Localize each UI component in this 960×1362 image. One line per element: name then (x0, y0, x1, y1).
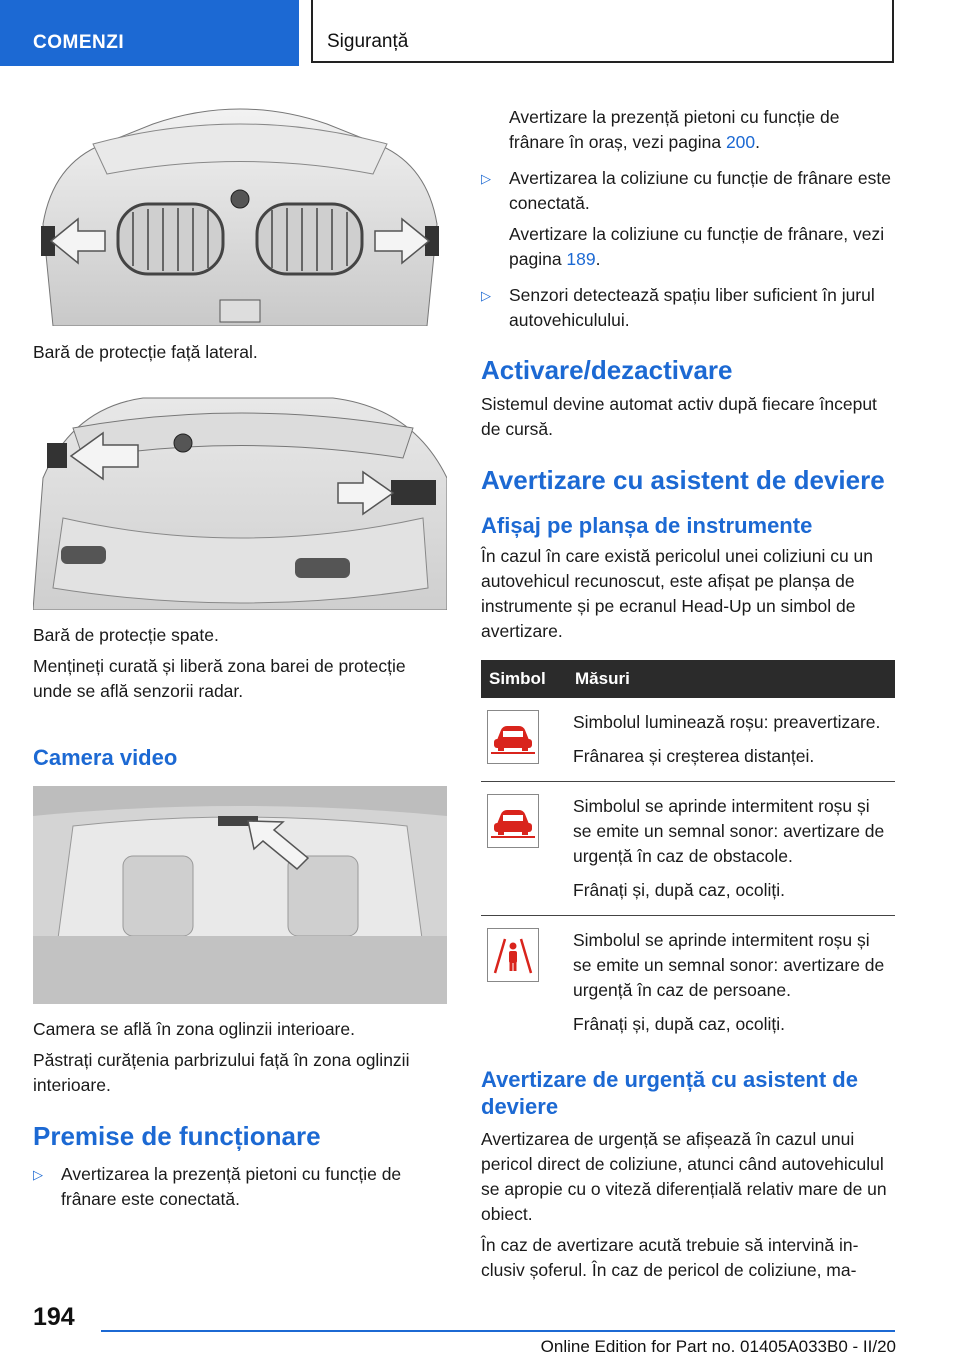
table-row (481, 916, 895, 1050)
table-row (481, 698, 895, 782)
activation-text: Sistemul devine automat activ după fiecare început de cursă. (481, 394, 877, 439)
table-row (481, 782, 895, 916)
premise-bullet-2: ▷ Avertizarea la coliziune cu funcție de frânare este conectată. (481, 168, 891, 213)
camera-note: Păstrați curățenia parbrizului față în zona oglinzii interioare. (33, 1050, 410, 1095)
table-header (481, 660, 895, 698)
row2-text1: Simbolul se aprinde intermitent roșu și se emite un semnal sonor: avertizare de urgență în caz de obstacole. (573, 796, 885, 866)
row1-text2: Frânarea și creșterea distanței. (573, 746, 815, 766)
bullet-triangle-icon: ▷ (33, 1167, 43, 1182)
urgent-text-2: În caz de avertizare acută trebuie să intervină inclusiv șoferul. În caz de pericol de coliziune, ma- (481, 1235, 859, 1280)
section-tab (0, 0, 299, 66)
col-measures: Măsuri (575, 669, 630, 688)
camera-image (33, 786, 447, 1004)
urgent-heading: Avertizare de urgență cu asistent de deviere (481, 1067, 858, 1119)
pedestrian-warning-icon (487, 928, 539, 982)
page-link-189[interactable]: 189 (566, 249, 596, 269)
premise-bullet-3: ▷ Senzori detectează spațiu liber suficient în jurul autovehiculului. (481, 285, 875, 330)
footer-divider (101, 1330, 895, 1332)
camera-caption: Camera se află în zona oglinzii interioare. (33, 1019, 355, 1039)
caption-front-bumper: Bară de protecție față lateral. (33, 342, 258, 362)
bullet-triangle-icon: ▷ (481, 288, 491, 303)
front-bumper-image (33, 104, 447, 326)
warn-heading: Avertizare cu asistent de deviere (481, 465, 885, 495)
row1-text1: Simbolul luminează roșu: preavertizare. (573, 712, 881, 732)
premise-bullet-1-cont: Avertizare la prezență pietoni cu funcție de frânare în oraș, vezi pagina 200. (509, 107, 840, 152)
row3-text2: Frânați și, după caz, ocoliți. (573, 1014, 786, 1034)
car-warning-icon (487, 794, 539, 848)
caption-rear-bumper: Bară de protecție spate. (33, 625, 219, 645)
urgent-text-1: Avertizarea de urgență se afișează în cazul unui pericol direct de coliziune, atunci când autovehiculul se apropie cu o viteză diferențială relativ mare de un obiect. (481, 1129, 887, 1224)
col-symbol: Simbol (489, 669, 546, 688)
car-warning-icon (487, 710, 539, 764)
symbol-table (481, 660, 895, 1049)
rear-bumper-image (33, 388, 447, 610)
bullet-triangle-icon: ▷ (481, 171, 491, 186)
premise-bullet-2-sub: Avertizare la coliziune cu funcție de frânare, vezi pagina 189. (509, 224, 885, 269)
row2-text2: Frânați și, după caz, ocoliți. (573, 880, 786, 900)
display-text: În cazul în care există pericolul unei coliziuni cu un autovehicul recunoscut, este afișat pe planșa de instrumente și pe ecranul Head-Up un simbol de avertizare. (481, 546, 874, 641)
premise-bullet-1: ▷ Avertizarea la prezență pietoni cu funcție de frânare este conectată. (33, 1164, 402, 1209)
page-link-200[interactable]: 200 (725, 132, 756, 152)
page-number: 194 (33, 1303, 75, 1331)
rear-bumper-note: Mențineți curată și liberă zona barei de protecție unde se află senzorii radar. (33, 656, 406, 701)
chapter-tab (311, 0, 894, 63)
chapter-title: Siguranță (327, 31, 409, 52)
section-title: COMENZI (33, 32, 125, 53)
premise-heading: Premise de funcționare (33, 1121, 321, 1151)
display-heading: Afișaj pe planșa de instrumente (481, 513, 813, 538)
edition-info: Online Edition for Part no. 01405A033B0 - II/20 (540, 1337, 896, 1356)
camera-heading: Camera video (33, 745, 178, 770)
row3-text1: Simbolul se aprinde intermitent roșu și se emite un semnal sonor: avertizare de urgență în caz de persoane. (573, 930, 885, 1000)
activation-heading: Activare/dezactivare (481, 355, 733, 385)
